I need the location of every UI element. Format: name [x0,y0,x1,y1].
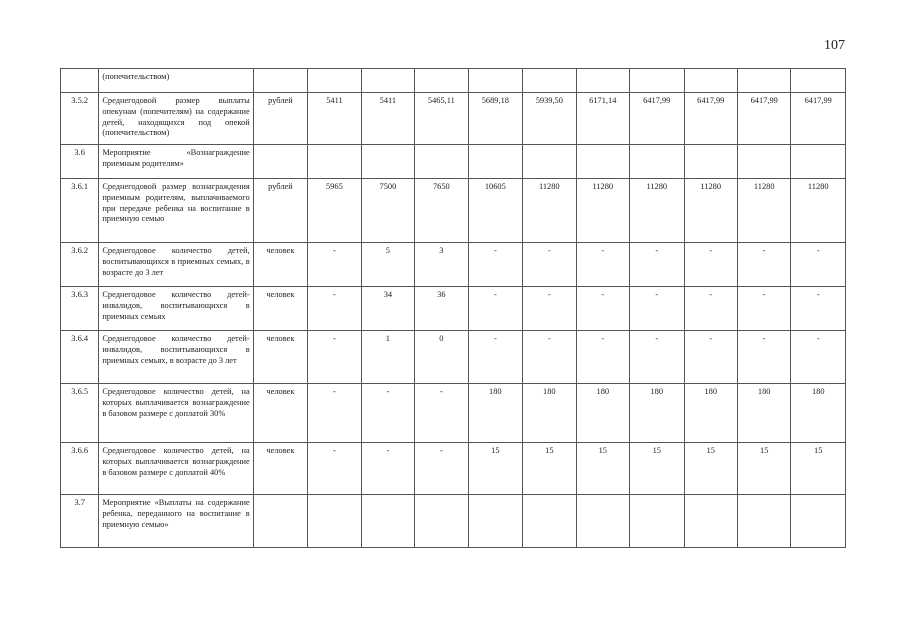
value-cell: - [308,243,361,287]
indicator-name-cell: Мероприятие «Выплаты на содержание ребенка, переданного на воспитание в приемную семью» [99,495,253,548]
value-cell [630,145,684,179]
table-row [61,287,846,331]
value-cell: 10605 [468,179,522,243]
value-cell: 180 [468,384,522,443]
value-cell: 15 [684,443,737,495]
value-cell: 15 [468,443,522,495]
table-row [61,145,846,179]
value-cell: 15 [737,443,790,495]
value-cell: - [415,384,468,443]
value-cell: 5 [361,243,414,287]
value-cell [415,145,468,179]
value-cell: - [523,287,576,331]
value-cell: 15 [630,443,684,495]
value-cell: 11280 [576,179,629,243]
unit-cell: человек [253,443,307,495]
value-cell: 11280 [630,179,684,243]
value-cell: 180 [684,384,737,443]
value-cell [791,145,846,179]
value-cell: 5689,18 [468,93,522,145]
value-cell: - [684,243,737,287]
value-cell [523,145,576,179]
value-cell: 180 [630,384,684,443]
value-cell: - [468,243,522,287]
value-cell [684,69,737,93]
value-cell: 5939,50 [523,93,576,145]
row-number-cell: 3.7 [61,495,99,548]
value-cell: 34 [361,287,414,331]
value-cell: - [361,384,414,443]
page-number: 107 [824,38,845,53]
value-cell: - [791,287,846,331]
indicator-name-cell: Среднегодовое количество детей-инвалидов, воспитывающихся в приемных семьях, в возрасте до 3 лет [99,331,253,384]
value-cell: 1 [361,331,414,384]
value-cell: 11280 [684,179,737,243]
value-cell: 11280 [737,179,790,243]
value-cell: - [630,331,684,384]
value-cell [361,69,414,93]
table-row [61,179,846,243]
value-cell: - [468,331,522,384]
value-cell: 5465,11 [415,93,468,145]
indicator-name-cell: Среднегодовой размер выплаты опекунам (попечителям) на содержание детей, находящихся под опекой (попечительством) [99,93,253,145]
value-cell [576,145,629,179]
value-cell: 0 [415,331,468,384]
value-cell [361,145,414,179]
value-cell [684,495,737,548]
value-cell [737,69,790,93]
indicator-name-cell: Среднегодовое количество детей, на которых выплачивается вознаграждение в базовом размере с доплатой 30% [99,384,253,443]
value-cell [737,145,790,179]
unit-cell: человек [253,243,307,287]
row-number-cell: 3.6 [61,145,99,179]
unit-cell: рублей [253,179,307,243]
value-cell: - [468,287,522,331]
value-cell: 180 [523,384,576,443]
table-row [61,331,846,384]
value-cell: 15 [791,443,846,495]
value-cell [415,69,468,93]
value-cell: 5965 [308,179,361,243]
value-cell: - [630,287,684,331]
value-cell [468,69,522,93]
value-cell [684,145,737,179]
value-cell: - [737,331,790,384]
value-cell [523,69,576,93]
value-cell: 11280 [791,179,846,243]
table-row [61,443,846,495]
value-cell [630,69,684,93]
value-cell [468,495,522,548]
value-cell: - [791,331,846,384]
value-cell: - [576,243,629,287]
value-cell [791,69,846,93]
value-cell: - [523,243,576,287]
value-cell: - [576,331,629,384]
row-number-cell: 3.6.3 [61,287,99,331]
value-cell [468,145,522,179]
indicator-name-cell: (попечительством) [99,69,253,93]
row-number-cell [61,69,99,93]
row-number-cell: 3.6.4 [61,331,99,384]
value-cell [361,495,414,548]
value-cell: 11280 [523,179,576,243]
value-cell: - [523,331,576,384]
row-number-cell: 3.6.6 [61,443,99,495]
value-cell [791,495,846,548]
value-cell: 3 [415,243,468,287]
value-cell: - [308,384,361,443]
value-cell: 7650 [415,179,468,243]
indicator-name-cell: Среднегодовой размер вознаграждения приемным родителям, выплачиваемого при передаче ребенка на воспитание в приемную семью [99,179,253,243]
row-number-cell: 3.6.2 [61,243,99,287]
unit-cell [253,495,307,548]
value-cell: - [684,287,737,331]
unit-cell: человек [253,331,307,384]
unit-cell [253,69,307,93]
value-cell: 7500 [361,179,414,243]
value-cell: - [630,243,684,287]
value-cell: 6417,99 [630,93,684,145]
value-cell: - [576,287,629,331]
indicator-name-cell: Среднегодовое количество детей-инвалидов, воспитывающихся в приемных семьях [99,287,253,331]
value-cell: 6417,99 [684,93,737,145]
value-cell [308,145,361,179]
value-cell: 5411 [308,93,361,145]
value-cell: 180 [576,384,629,443]
row-number-cell: 3.5.2 [61,93,99,145]
unit-cell [253,145,307,179]
value-cell [576,69,629,93]
value-cell: - [308,443,361,495]
value-cell: 15 [576,443,629,495]
value-cell: - [308,287,361,331]
row-number-cell: 3.6.5 [61,384,99,443]
value-cell [308,69,361,93]
data-table [60,68,846,548]
table-row [61,495,846,548]
value-cell [737,495,790,548]
value-cell: 180 [737,384,790,443]
value-cell: - [684,331,737,384]
value-cell: - [791,243,846,287]
indicator-name-cell: Среднегодовое количество детей, воспитывающихся в приемных семьях, в возрасте до 3 лет [99,243,253,287]
unit-cell: рублей [253,93,307,145]
value-cell: 36 [415,287,468,331]
value-cell [308,495,361,548]
value-cell: - [361,443,414,495]
value-cell [630,495,684,548]
value-cell [415,495,468,548]
value-cell: - [308,331,361,384]
table-row [61,384,846,443]
indicator-name-cell: Среднегодовое количество детей, на которых выплачивается вознаграждение в базовом размере с доплатой 40% [99,443,253,495]
value-cell: 180 [791,384,846,443]
value-cell: 6171,14 [576,93,629,145]
value-cell: 5411 [361,93,414,145]
table-row [61,93,846,145]
value-cell: - [737,287,790,331]
value-cell: 6417,99 [791,93,846,145]
indicator-name-cell: Мероприятие «Вознаграждение приемным родителям» [99,145,253,179]
row-number-cell: 3.6.1 [61,179,99,243]
value-cell: 6417,99 [737,93,790,145]
value-cell: - [737,243,790,287]
table-row [61,243,846,287]
value-cell [523,495,576,548]
value-cell: - [415,443,468,495]
value-cell [576,495,629,548]
table-row [61,69,846,93]
unit-cell: человек [253,384,307,443]
value-cell: 15 [523,443,576,495]
unit-cell: человек [253,287,307,331]
